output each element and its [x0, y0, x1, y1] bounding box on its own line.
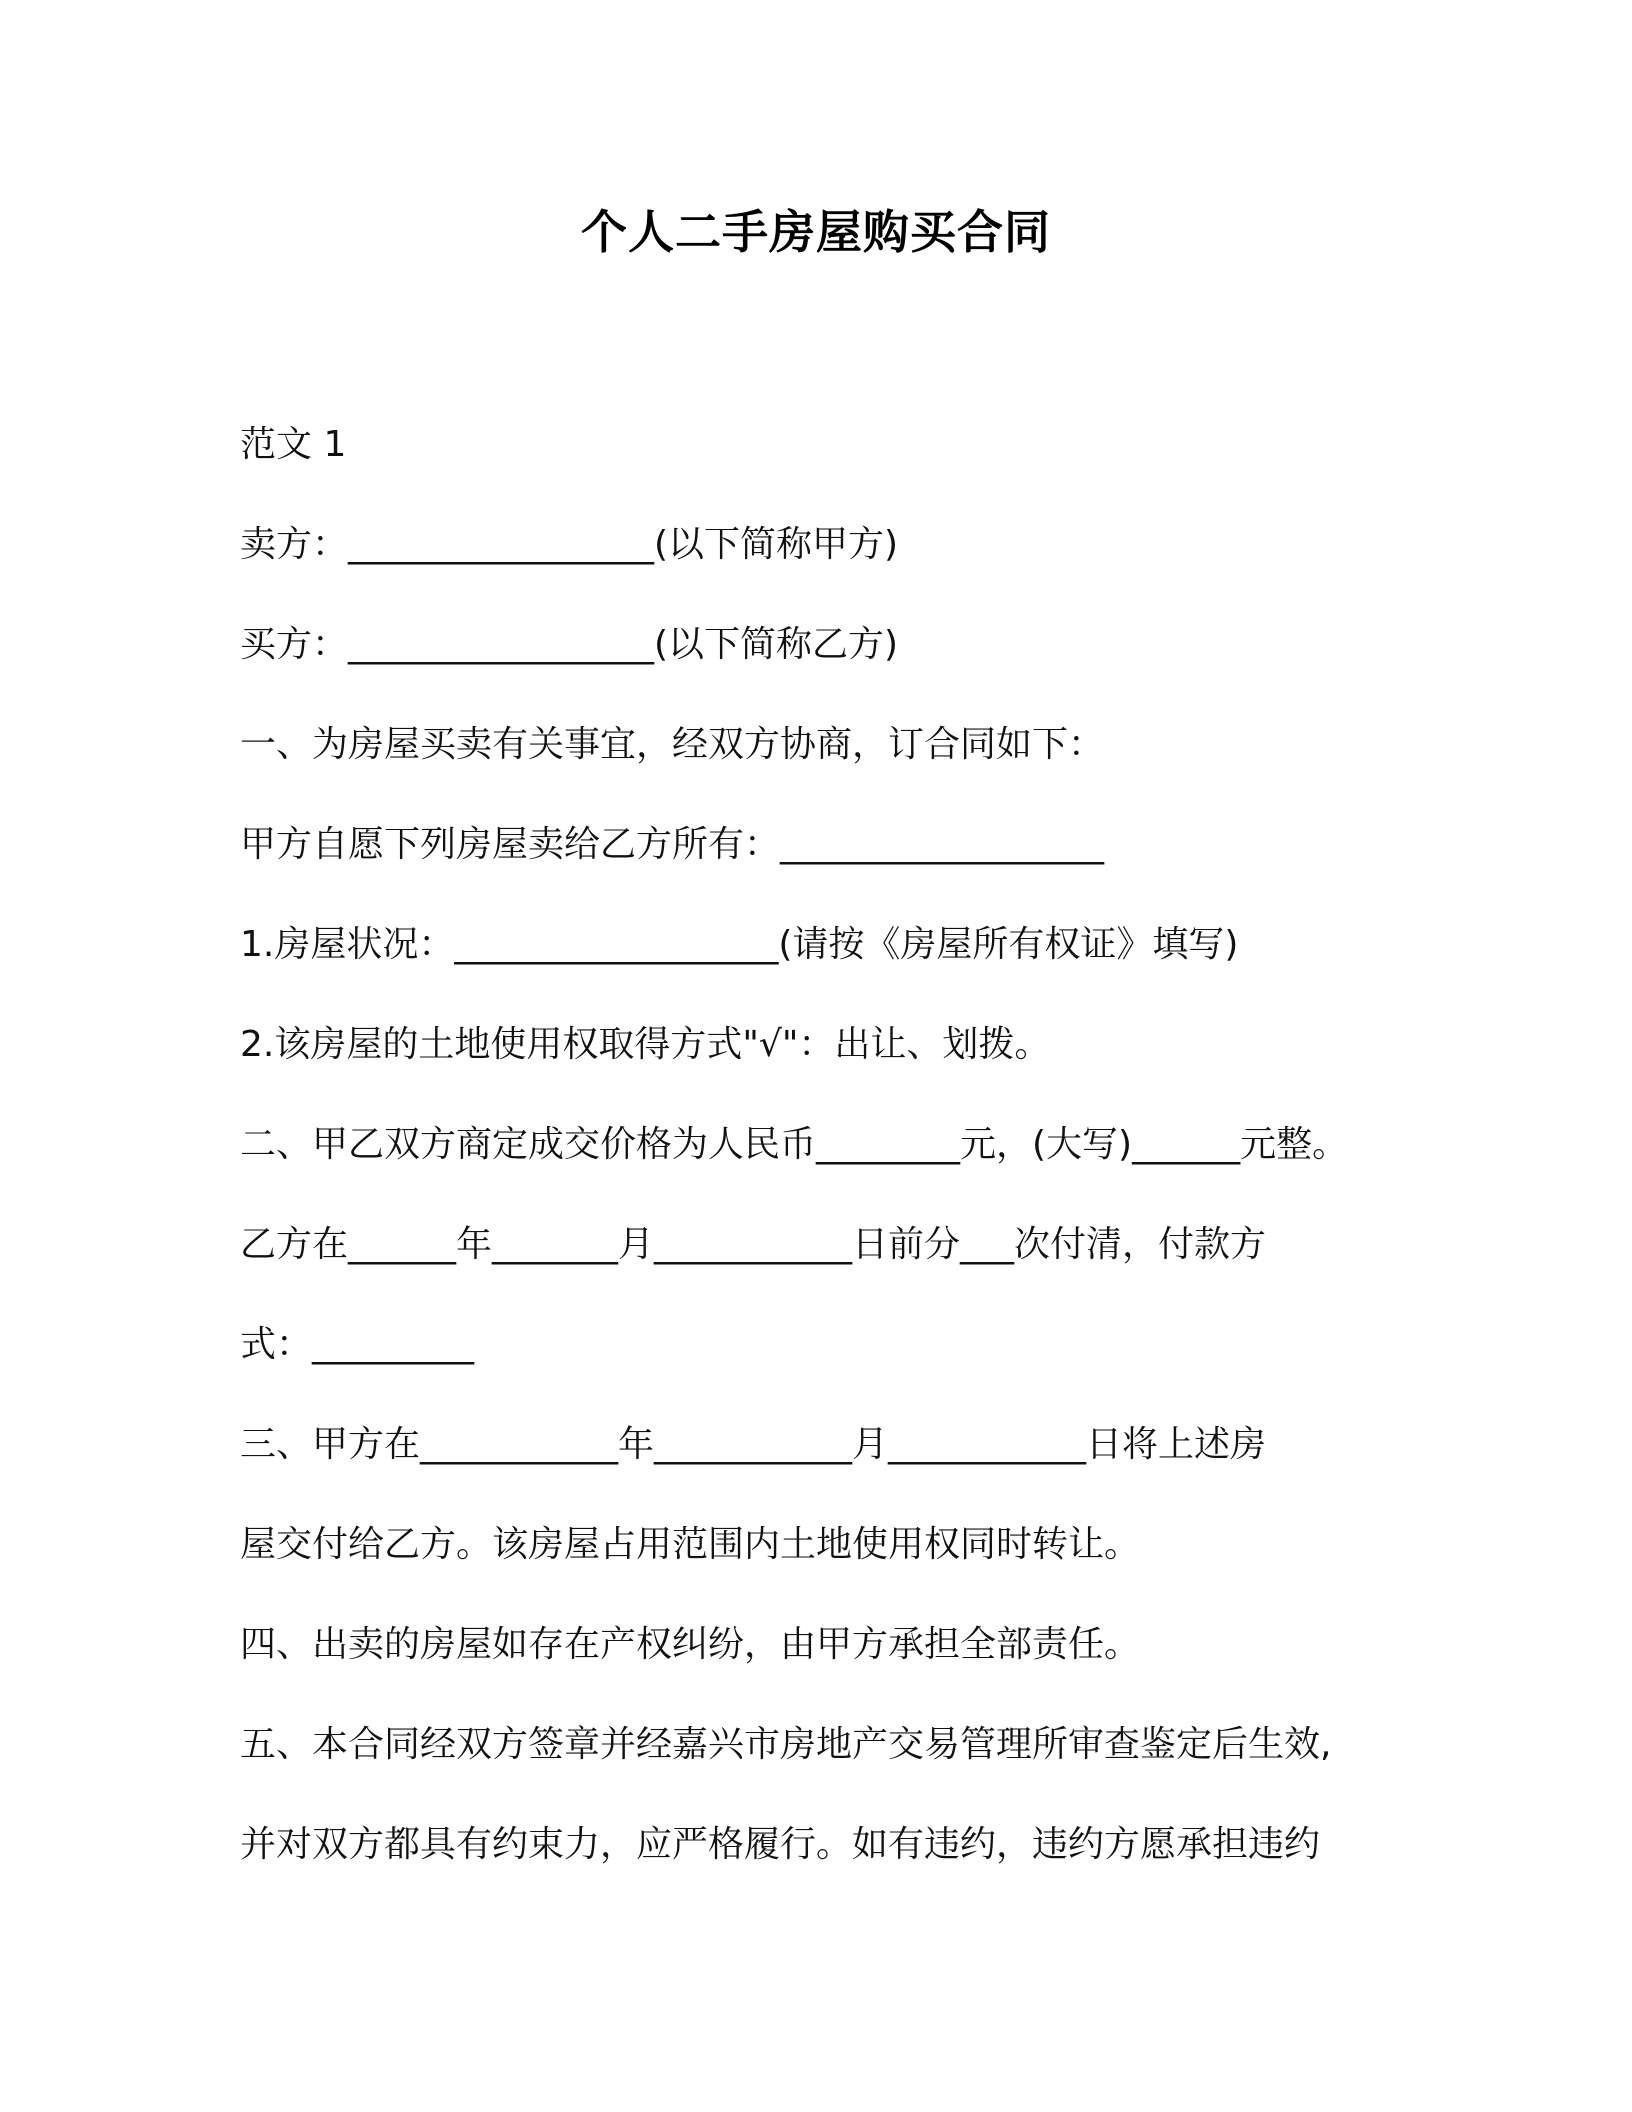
- clause-two-payment: 乙方在______年_______月___________日前分___次付清，付款方: [240, 1224, 1267, 1265]
- clause-one-heading: 一、为房屋买卖有关事宜，经双方协商，订合同如下：: [240, 724, 1105, 765]
- clause-one-body: 甲方自愿下列房屋卖给乙方所有：__________________: [240, 824, 1105, 865]
- clause-three-cont: 屋交付给乙方。该房屋占用范围内土地使用权同时转让。: [240, 1524, 1141, 1565]
- land-use-line: 2.该房屋的土地使用权取得方式"√"：出让、划拨。: [240, 1024, 1051, 1065]
- clause-four: 四、出卖的房屋如存在产权纠纷，由甲方承担全部责任。: [240, 1624, 1141, 1665]
- clause-three: 三、甲方在___________年___________月___________日将上述房: [240, 1424, 1267, 1465]
- clause-five-cont: 并对双方都具有约束力，应严格履行。如有违约，违约方愿承担违约: [240, 1824, 1321, 1865]
- house-status-line: 1.房屋状况：__________________(请按《房屋所有权证》填写): [240, 924, 1239, 965]
- clause-two-payment-cont: 式：_________: [240, 1324, 475, 1365]
- clause-five: 五、本合同经双方签章并经嘉兴市房地产交易管理所审查鉴定后生效,: [240, 1724, 1332, 1765]
- sample-heading: 范文 1: [240, 424, 347, 465]
- seller-line: 卖方：_________________(以下简称甲方): [240, 524, 899, 565]
- clause-two-price: 二、甲乙双方商定成交价格为人民币________元，(大写)______元整。: [240, 1124, 1349, 1165]
- document-title: 个人二手房屋购买合同: [581, 205, 1051, 259]
- buyer-line: 买方：_________________(以下简称乙方): [240, 624, 899, 665]
